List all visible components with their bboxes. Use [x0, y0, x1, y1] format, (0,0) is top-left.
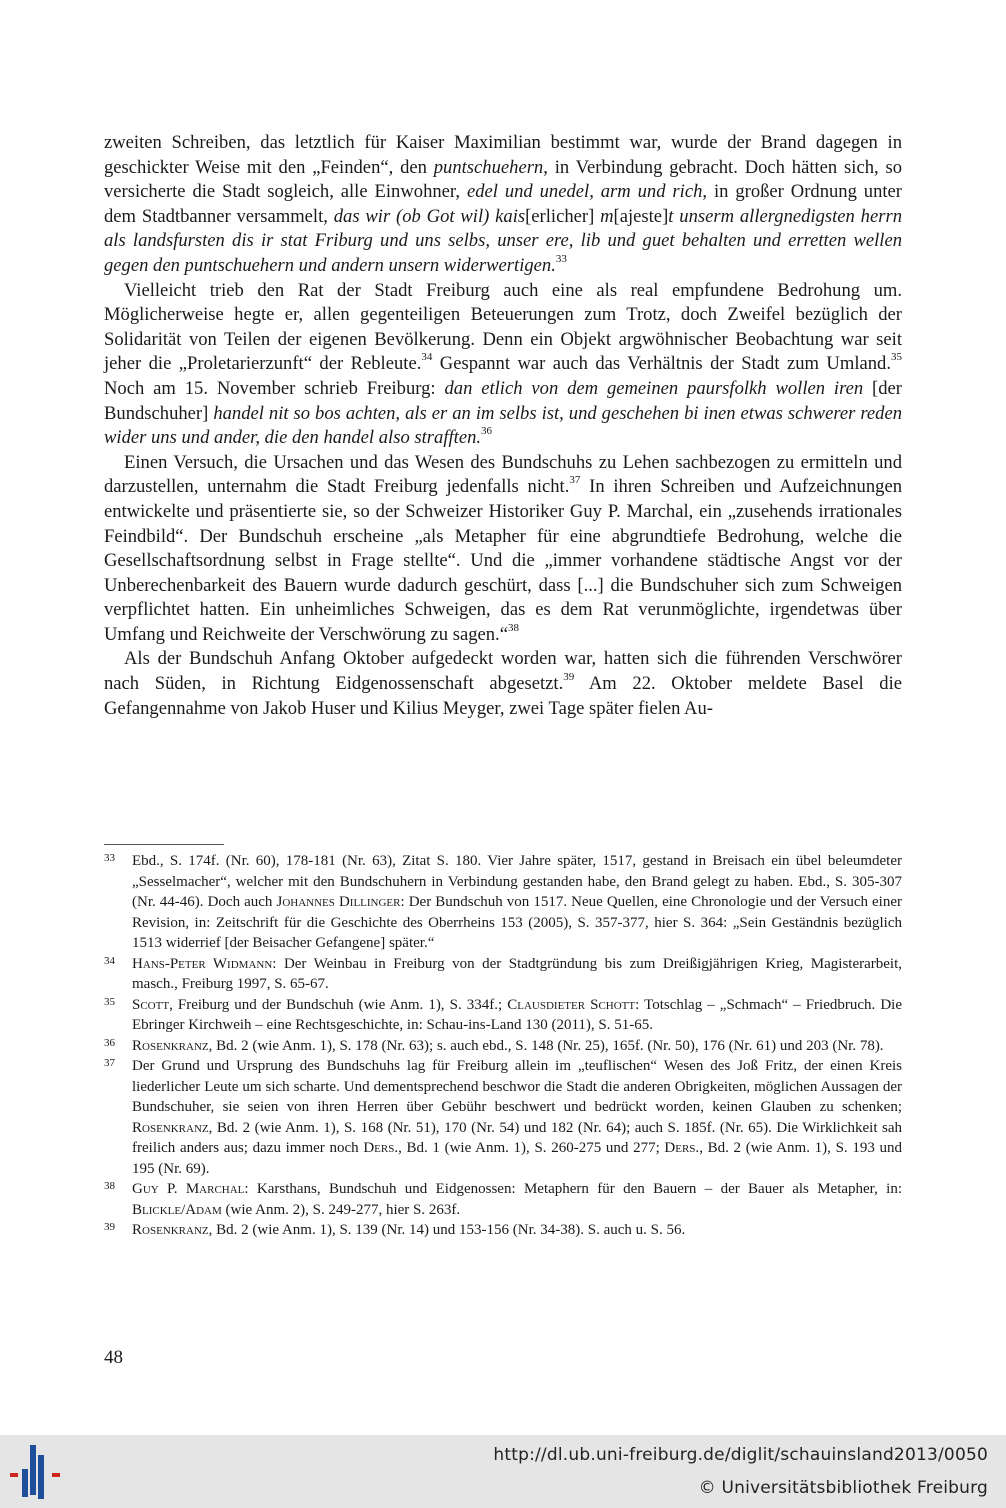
- footnote-number: 36: [104, 1036, 115, 1049]
- footnote-number: 33: [104, 852, 115, 864]
- footnote-separator: [104, 844, 224, 845]
- footnote-ref: 37: [569, 474, 581, 487]
- author-name: Ders.: [363, 1140, 399, 1156]
- text-run: (wie Anm. 2), S. 249-277, hier S. 263f.: [221, 1201, 461, 1218]
- text-run: , Bd. 2 (wie Anm. 1), S. 193 und 195 (Nr. 69).: [132, 1140, 903, 1177]
- footnote-number: 38: [104, 1180, 115, 1192]
- footnote: [104, 1036, 902, 1057]
- text-run: , Freiburg und der Bundschuh (wie Anm. 1), S. 334f.;: [169, 996, 508, 1013]
- paragraph: [104, 131, 902, 279]
- italic-text: t unserm allergnedigsten herrn als landsfursten dis ir stat Friburg und uns selbs, unser ere, lib und guet behalten und erretten wellen gegen den puntschuehern und andern unsern widerwertigen.: [104, 205, 902, 276]
- author-name: Hans-Peter Widmann: [132, 955, 273, 972]
- footnote-number: 35: [104, 995, 115, 1008]
- text-run: [der Bundschuher]: [104, 377, 902, 424]
- text-run: Der Grund und Ursprung des Bundschuhs lag für Freiburg allein im „teuflischen“ Wesen des Joß Fritz, der einen Kreis liederlicher Leute um sich scharte. Und dementsprechend beschwor die Stadt die anderen Obrigkeiten, möglichen Aussagen der Bundschuher, sie seien von ihren Herren über Gebühr beschwert und bedrückt worden, keinen Glauben zu schenken;: [132, 1058, 902, 1115]
- footnote-ref: 36: [481, 424, 493, 437]
- italic-text: m: [600, 205, 614, 227]
- text-run: , in großer Ordnung unter dem Stadtbanner versammelt,: [104, 181, 902, 227]
- footnote-ref: 38: [507, 621, 519, 634]
- footer-url-link[interactable]: http://dl.ub.uni-freiburg.de/diglit/schauinsland2013/0050: [493, 1445, 988, 1465]
- footnote: [104, 851, 902, 954]
- footnote-number: 34: [104, 954, 115, 967]
- footnote-ref: 35: [890, 351, 902, 364]
- text-run: : Totschlag – „Schmach“ – Friedbruch. Die Ebringer Kirchweih – eine Rechtsgeschichte, in: Schau-ins-Land 130 (2011), S. 51-65.: [132, 996, 902, 1033]
- text-run: In ihren Schreiben und Aufzeichnungen entwickelte und präsentierte sie, so der Schweizer Historiker Guy P. Marchal, ein „zusehends irrationales Feindbild“. Der Bundschuh erscheine „als Metapher für eine abgrundtiefe Bedrohung, welche die Gesellschaftsordnung selbst in Frage stellte“. Und die „immer vorhandene städtische Angst vor der Unberechenbarkeit des Bauern wurde dadurch geschürt, dass [...] die Bundschuher sich zum Schweigen verpflichtet hatten. Ein unheimliches Schweigen, das es dem Rat verunmöglichte, irgendetwas über Umfang und Reichweite der Verschwörung zu sagen.“: [104, 476, 902, 645]
- text-run: Noch am 15. November schrieb Freiburg:: [104, 377, 445, 399]
- text-run: zweiten Schreiben, das letztlich für Kaiser Maximilian bestimmt war, wurde der Brand dagegen in geschickter Weise mit den „Feinden“, den: [104, 132, 902, 178]
- text-run: , Bd. 1 (wie Anm. 1), S. 260-275 und 277;: [398, 1140, 665, 1156]
- page-number: 48: [104, 1347, 123, 1368]
- author-name: Blickle/Adam: [132, 1201, 222, 1218]
- italic-text: puntschuehern: [433, 156, 544, 178]
- paragraph: [104, 451, 902, 648]
- footnote-ref: 33: [555, 252, 567, 265]
- text-run: Als der Bundschuh Anfang Oktober aufgedeckt worden war, hatten sich die führenden Verschwörer nach Süden, in Richtung Eidgenossenschaft abgesetzt.: [104, 648, 902, 695]
- footnote: [104, 954, 902, 995]
- text-run: , Bd. 2 (wie Anm. 1), S. 168 (Nr. 51), 170 (Nr. 54) und 182 (Nr. 64); auch S. 185f. (Nr. 65). Die Wirklichkeit sah freilich anders aus; dazu immer noch: [132, 1119, 902, 1156]
- footer-bar: [0, 1435, 1006, 1508]
- italic-text: edel und unedel, arm und rich: [466, 181, 703, 203]
- paragraph: [104, 279, 902, 451]
- body-text: [104, 131, 902, 721]
- text-run: [ajeste]: [613, 205, 669, 227]
- text-run: Einen Versuch, die Ursachen und das Wesen des Bundschuhs zu Lehen sachbezogen zu ermitteln und darzustellen, unternahm die Stadt Freiburg jedenfalls nicht.: [104, 451, 902, 498]
- footnote-ref: 34: [421, 351, 433, 364]
- text-run: , in Verbindung gebracht. Doch hätten sich, so versicherte die Stadt sogleich, alle Einwohner,: [104, 156, 902, 203]
- text-run: : Karsthans, Bundschuh und Eidgenossen: Metaphern für den Bauern – der Bauer als Metapher, in:: [244, 1181, 902, 1197]
- footnotes: [104, 851, 902, 1241]
- text-run: Gespannt war auch das Verhältnis der Stadt zum Umland.: [432, 353, 891, 375]
- footnote: [104, 995, 902, 1036]
- footer-copyright: © Universitätsbibliothek Freiburg: [698, 1478, 988, 1498]
- author-name: Scott: [132, 996, 170, 1013]
- text-run: : Der Weinbau in Freiburg von der Stadtgründung bis zum Dreißigjährigen Krieg, Magisterarbeit, masch., Freiburg 1997, S. 65-67.: [132, 955, 902, 992]
- author-name: Rosenkranz: [132, 1222, 209, 1238]
- footnote-number: 39: [104, 1221, 115, 1233]
- text-run: : Der Bundschuh von 1517. Neue Quellen, eine Chronologie und der Versuch einer Revision, in: Zeitschrift für die Geschichte des Oberrheins 153 (2005), S. 357-377, hier S. 364: „Sein Geständnis bezüglich 1513 widerrief [der Beisacher Gefangene] später.“: [132, 894, 903, 951]
- text-run: Ebd., S. 174f. (Nr. 60), 178-181 (Nr. 63), Zitat S. 180. Vier Jahre später, 1517, gestand in Breisach ein übel beleumdeter „Sesselmacher“, welcher mit den Bundschuhern in Verbindung gestanden habe, den Brand gelegt zu haben. Ebd., S. 305-307 (Nr. 44-46). Doch auch: [132, 853, 902, 910]
- footnote-ref: 39: [563, 670, 575, 683]
- italic-text: dan etlich von dem gemeinen paursfolkh wollen iren: [444, 377, 864, 399]
- italic-text: handel nit so bos achten, als er an im selbs ist, und geschehen bi inen etwas schwerer reden wider uns und ander, die den handel also strafften.: [104, 402, 902, 449]
- text-run: , Bd. 2 (wie Anm. 1), S. 178 (Nr. 63); s. auch ebd., S. 148 (Nr. 25), 165f. (Nr. 50), 176 (Nr. 61) und 203 (Nr. 78).: [208, 1037, 884, 1054]
- paragraph: [104, 647, 902, 721]
- footnote: [104, 1056, 902, 1179]
- author-name: Johannes Dillinger: [276, 894, 401, 910]
- text-run: [erlicher]: [525, 205, 601, 227]
- text-run: , Bd. 2 (wie Anm. 1), S. 139 (Nr. 14) und 153-156 (Nr. 34-38). S. auch u. S. 56.: [208, 1222, 686, 1238]
- ub-freiburg-logo-icon: [8, 1441, 66, 1503]
- author-name: Guy P. Marchal: [132, 1181, 245, 1197]
- author-name: Rosenkranz: [132, 1119, 209, 1136]
- italic-text: das wir (ob Got wil) kais: [333, 205, 526, 227]
- author-name: Rosenkranz: [132, 1037, 209, 1054]
- footnote-number: 37: [104, 1057, 115, 1069]
- text-run: Am 22. Oktober meldete Basel die Gefangennahme von Jakob Huser und Kilius Meyger, zwei Tage später fielen Au-: [104, 673, 902, 719]
- footnote: [104, 1179, 902, 1220]
- author-name: Clausdieter Schott: [507, 996, 636, 1013]
- footnote: [104, 1220, 902, 1241]
- author-name: Ders.: [664, 1140, 700, 1156]
- text-run: Vielleicht trieb den Rat der Stadt Freiburg auch eine als real empfundene Bedrohung um. Möglicherweise hegte er, allen gegenteiligen Beteuerungen zum Trotz, doch Zweifel bezüglich der Solidarität von Teilen der eigenen Bevölkerung. Denn ein Objekt argwöhnischer Beobachtung war seit jeher die „Proletarierzunft“ der Rebleute.: [104, 279, 902, 375]
